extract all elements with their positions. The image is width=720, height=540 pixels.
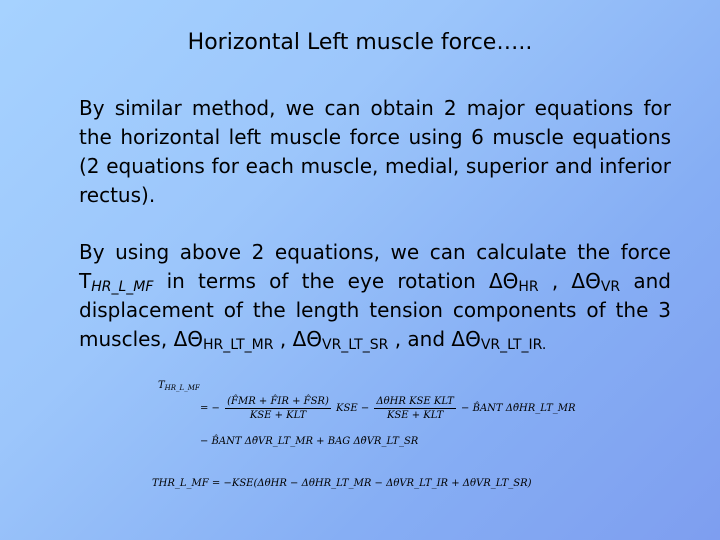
para2-sub-1: HR_LT_MR bbox=[203, 337, 274, 353]
para2-sub-3: VR_LT_IR. bbox=[480, 337, 547, 353]
eq1-lhs: $T_{HR\_L\_MF}$ bbox=[158, 380, 200, 392]
para2-text-e: , ΔΘ bbox=[273, 327, 322, 351]
para2-sub-hr: HR bbox=[518, 279, 539, 295]
para2-sub-vr: VR bbox=[600, 279, 621, 295]
eq1-line-1: = − $\frac{(F̂MR + F̂IR + F̂SR)}{\text{KSE + KLT}}$ KSE − $\frac{\text{ΔθHR KSE KLT}}{\text{KSE + KLT}}$ − B̂ANT Δθ̇HR_LT_MR bbox=[200, 396, 576, 421]
para2-text-d: and displacement of the length tension components of the 3 muscles, ΔΘ bbox=[79, 269, 672, 351]
slide-title: Horizontal Left muscle force….. bbox=[187, 30, 533, 55]
eq1-fraction-2: $\frac{\text{ΔθHR KSE KLT}}{\text{KSE + KLT}}$ bbox=[376, 396, 454, 421]
eq1-line-2: − B̂ANT Δθ̇VR_LT_MR + BAG Δθ̇VR_LT_SR bbox=[200, 436, 419, 447]
para2-sub-t: HR_L_MF bbox=[91, 279, 154, 295]
para2-text-b: in terms of the eye rotation ΔΘ bbox=[153, 269, 519, 293]
para2-text-c: , ΔΘ bbox=[538, 269, 601, 293]
para2-text-a: By using above 2 equations, we can calculate the force T bbox=[79, 240, 671, 293]
para2-sub-2: VR_LT_SR bbox=[322, 337, 389, 353]
paragraph-calculation bbox=[79, 238, 671, 354]
paragraph-method: By similar method, we can obtain 2 major equations for the horizontal left muscle force using 6 muscle equations (2 equations for each muscle, medial, superior and inferior rectus). bbox=[79, 96, 671, 207]
eq1-fraction-1: $\frac{(F̂MR + F̂IR + F̂SR)}{\text{KSE + KLT}}$ bbox=[227, 396, 329, 421]
eq2-line: THR_L_MF = −KSE(ΔθHR − ΔθHR_LT_MR − ΔθVR_LT_IR + ΔθVR_LT_SR) bbox=[152, 478, 532, 489]
para2-text-f: , and ΔΘ bbox=[388, 327, 481, 351]
